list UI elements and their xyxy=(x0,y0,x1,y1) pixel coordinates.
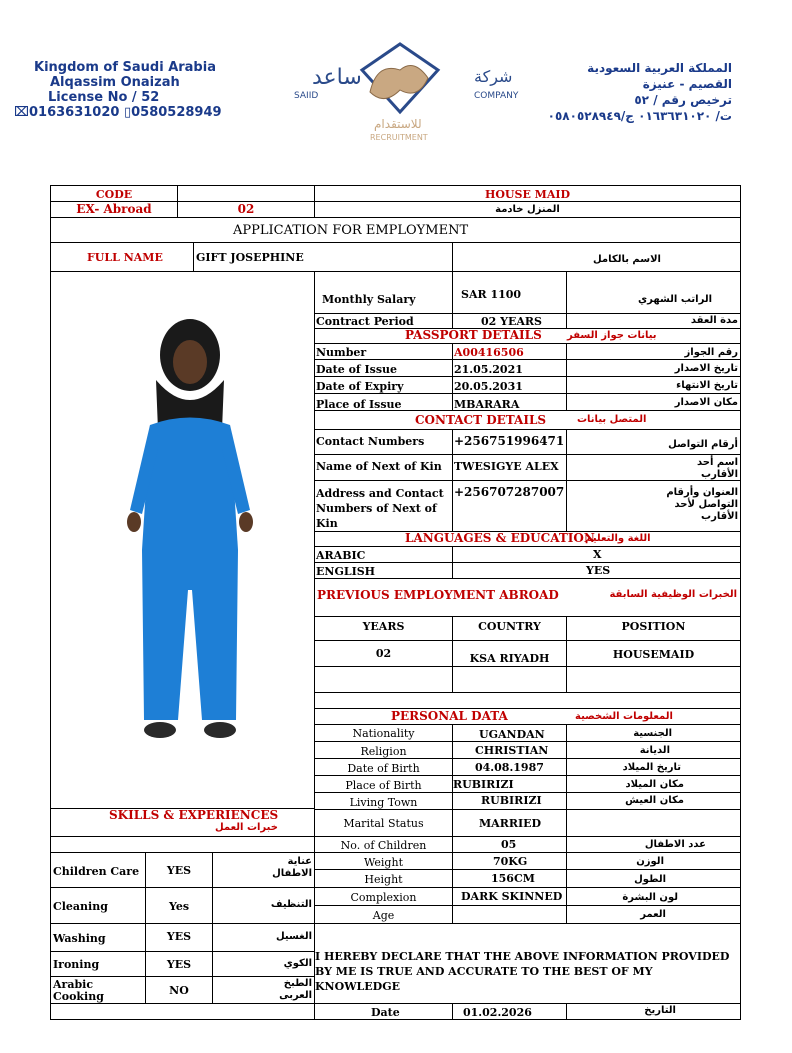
personal-ar-cell xyxy=(566,852,741,870)
candidate-photo xyxy=(120,300,260,750)
personal-label-cell xyxy=(314,887,453,906)
personal-value-cell xyxy=(452,852,567,870)
skill-value-cell xyxy=(145,976,213,1004)
personal-ar-cell xyxy=(566,905,741,924)
skill-label: Ironing xyxy=(53,958,100,971)
personal-label: Height xyxy=(364,873,403,886)
personal-title-cell xyxy=(314,708,741,725)
full-name-label-cell xyxy=(50,242,194,272)
skill-ar-cell xyxy=(212,887,315,924)
skill-ar: الطبخ العربى xyxy=(279,978,312,1001)
personal-label: Complexion xyxy=(350,891,417,904)
personal-label: Date of Birth xyxy=(347,762,420,775)
languages-title-ar: اللغة والتعليم xyxy=(585,533,651,544)
personal-value-cell xyxy=(452,887,567,906)
job-title-cell xyxy=(314,185,741,202)
salary-ar: الراتب الشهري xyxy=(638,294,712,305)
company-logo xyxy=(282,40,522,144)
job-title-ar: المنزل خادمة xyxy=(495,204,560,215)
personal-label: Living Town xyxy=(349,796,418,809)
employment-title: PREVIOUS EMPLOYMENT ABROAD xyxy=(317,588,559,602)
job-title-ar-cell xyxy=(314,201,741,218)
personal-ar: الطول xyxy=(634,874,666,885)
contact-ar-cell xyxy=(566,429,741,455)
personal-value: 70KG xyxy=(493,855,528,868)
code-num-cell xyxy=(177,201,315,218)
date-ar-cell xyxy=(566,1003,741,1020)
skill-ar: الغسيل xyxy=(275,931,312,942)
code-num: 02 xyxy=(237,202,255,216)
personal-label: Age xyxy=(372,909,395,922)
contract-label-cell xyxy=(314,313,453,329)
code-label-cell xyxy=(50,185,178,202)
personal-label-cell xyxy=(314,809,453,837)
personal-value-cell xyxy=(452,775,567,793)
contact-ar: أرقام التواصل xyxy=(668,439,738,450)
personal-label: Place of Birth xyxy=(345,779,422,792)
personal-value: 156CM xyxy=(491,872,535,885)
personal-label: Marital Status xyxy=(343,817,424,830)
passport-label-cell xyxy=(314,359,453,377)
employment-cell xyxy=(314,640,453,667)
passport-ar-cell xyxy=(566,376,741,394)
skill-ar-cell xyxy=(212,852,315,888)
contact-title-cell xyxy=(314,410,741,430)
skill-ar: عناية الاطفال xyxy=(272,856,312,879)
logo-text: SAIID xyxy=(294,91,319,101)
personal-label: Religion xyxy=(360,745,407,758)
contact-number: +256751996471 xyxy=(454,434,565,448)
personal-value-cell xyxy=(452,741,567,759)
passport-value: 20.05.2031 xyxy=(454,380,523,393)
skill-ar-cell xyxy=(212,951,315,977)
personal-title: PERSONAL DATA xyxy=(391,709,508,723)
skills-footer xyxy=(50,1003,315,1020)
full-name-cell xyxy=(193,242,453,272)
passport-ar: تاريخ الانتهاء xyxy=(676,380,738,391)
employment-cell xyxy=(452,666,567,693)
personal-label-cell xyxy=(314,869,453,888)
salary-value: SAR 1100 xyxy=(461,288,522,301)
logo-text: ساعد xyxy=(312,65,362,90)
employment-header: COUNTRY xyxy=(478,620,541,633)
skill-label-cell xyxy=(50,887,146,924)
header-line: Kingdom of Saudi Arabia xyxy=(34,60,216,75)
contact-ar-cell xyxy=(566,454,741,481)
employment-cell xyxy=(452,640,567,667)
logo-text: COMPANY xyxy=(474,91,519,101)
skill-label-cell xyxy=(50,951,146,977)
contact-label: Contact Numbers xyxy=(316,435,425,448)
declaration-text: I HEREBY DECLARE THAT THE ABOVE INFORMATION PROVIDED BY ME IS TRUE AND ACCURATE TO THE BEST OF MY KNOWLEDGE xyxy=(315,950,730,993)
personal-ar-cell xyxy=(566,775,741,793)
passport-value-cell xyxy=(452,359,567,377)
skill-value-cell xyxy=(145,887,213,924)
full-name-ar: الاسم بالكامل xyxy=(593,254,661,265)
contract-ar: مدة العقد xyxy=(690,315,738,326)
passport-ar-cell xyxy=(566,359,741,377)
personal-ar: مكان العيش xyxy=(625,795,684,806)
contact-value-cell xyxy=(452,454,567,481)
header-line: ترخيص رقم / ٥٢ xyxy=(634,93,732,107)
languages-title: LANGUAGES & EDUCATION xyxy=(405,531,595,545)
header-line: ت/ ٠١٦٣٦٣١٠٢٠ ج/٠٥٨٠٥٢٨٩٤٩ xyxy=(547,109,732,123)
salary-value-cell xyxy=(452,271,567,314)
personal-value-cell xyxy=(452,869,567,888)
skill-ar-cell xyxy=(212,923,315,952)
personal-label-cell xyxy=(314,792,453,810)
full-name-value: GIFT JOSEPHINE xyxy=(196,251,304,264)
salary-label-cell xyxy=(314,271,453,314)
passport-label: Place of Issue xyxy=(316,398,402,411)
personal-value: 05 xyxy=(501,838,517,851)
employment-header-cell xyxy=(314,616,453,641)
personal-label-cell xyxy=(314,905,453,924)
personal-ar-cell xyxy=(566,869,741,888)
passport-label-cell xyxy=(314,343,453,360)
employment-cell xyxy=(566,666,741,693)
personal-value-cell xyxy=(452,905,567,924)
language-value-cell xyxy=(452,562,741,579)
full-name-label: FULL NAME xyxy=(87,251,163,264)
personal-value: CHRISTIAN xyxy=(475,744,549,757)
personal-label: No. of Children xyxy=(340,839,427,852)
skill-label-cell xyxy=(50,923,146,952)
language-value: X xyxy=(593,548,602,561)
passport-label: Date of Issue xyxy=(316,363,398,376)
personal-value: RUBIRIZI xyxy=(481,794,542,807)
personal-value: RUBIRIZI xyxy=(453,778,514,791)
contact-title-ar: المتصل بيانات xyxy=(577,414,647,425)
skill-value-cell xyxy=(145,951,213,977)
personal-ar: عدد الاطفال xyxy=(644,839,706,850)
date-value: 01.02.2026 xyxy=(463,1006,532,1019)
employment-title-ar: الخبرات الوظيفية السابقة xyxy=(609,589,737,600)
contract-ar-cell xyxy=(566,313,741,329)
code-value-cell xyxy=(50,201,178,218)
date-value-cell xyxy=(452,1003,567,1020)
skill-value: YES xyxy=(166,930,192,943)
passport-label-cell xyxy=(314,376,453,394)
employment-years: 02 xyxy=(375,647,392,660)
company-address-ar xyxy=(548,60,732,124)
header-line: المملكة العربية السعودية xyxy=(587,61,732,75)
contact-ar: اسم أحد الأقارب xyxy=(697,457,738,480)
personal-label-cell xyxy=(314,775,453,793)
language-label: ENGLISH xyxy=(316,565,376,578)
passport-label: Date of Expiry xyxy=(316,380,404,393)
passport-label-cell xyxy=(314,393,453,411)
personal-value-cell xyxy=(452,836,567,853)
salary-ar-cell xyxy=(566,271,741,314)
personal-label-cell xyxy=(314,836,453,853)
form-title: APPLICATION FOR EMPLOYMENT xyxy=(233,223,469,238)
employment-header-cell xyxy=(566,616,741,641)
full-name-ar-cell xyxy=(452,242,741,272)
passport-value-cell xyxy=(452,343,567,360)
passport-ar: رقم الجواز xyxy=(684,347,738,358)
personal-value-cell xyxy=(452,809,567,837)
date-label-cell xyxy=(314,1003,453,1020)
contract-value-cell xyxy=(452,313,567,329)
language-value: YES xyxy=(586,564,611,577)
date-label: Date xyxy=(371,1006,400,1019)
skill-label: Children Care xyxy=(53,865,140,878)
code-value: EX- Abroad xyxy=(76,202,152,216)
personal-ar: الديانة xyxy=(639,745,670,756)
company-address-en xyxy=(14,60,222,120)
passport-value: 21.05.2021 xyxy=(454,363,523,376)
employment-cell xyxy=(314,666,453,693)
skill-label: Washing xyxy=(53,932,106,945)
employment-cell xyxy=(566,640,741,667)
header-line: ⌧0163631020 ▯0580528949 xyxy=(14,105,222,120)
logo-text: للاستقدام xyxy=(374,117,422,131)
code-label: CODE xyxy=(95,188,133,201)
contact-ar: العنوان وأرقام التواصل لأحد الأقارب xyxy=(666,487,738,522)
passport-value-cell xyxy=(452,376,567,394)
personal-value-cell xyxy=(452,792,567,810)
personal-value-cell xyxy=(452,758,567,776)
passport-number: A00416506 xyxy=(454,346,524,359)
personal-ar: الجنسية xyxy=(633,728,672,739)
personal-ar-cell xyxy=(566,792,741,810)
personal-ar-cell xyxy=(566,741,741,759)
employment-header: YEARS xyxy=(362,620,405,633)
contact-label: Address and Contact Numbers of Next of Kin xyxy=(316,487,444,530)
blank-cell xyxy=(177,185,315,202)
form-title-cell xyxy=(50,217,741,243)
job-title: HOUSE MAID xyxy=(484,188,571,201)
personal-title-ar: المعلومات الشخصية xyxy=(575,711,673,722)
date-ar: التاريخ xyxy=(644,1005,676,1016)
personal-label-cell xyxy=(314,758,453,776)
passport-ar: مكان الاصدار xyxy=(674,397,738,408)
skill-ar: التنظيف xyxy=(270,899,312,910)
contact-title: CONTACT DETAILS xyxy=(415,413,547,427)
skill-label-cell xyxy=(50,976,146,1004)
passport-title-ar: بيانات جواز السفر xyxy=(567,330,657,341)
personal-ar-cell xyxy=(566,724,741,742)
passport-value-cell xyxy=(452,393,567,411)
employment-header: POSITION xyxy=(621,620,686,633)
skill-value: Yes xyxy=(168,900,190,913)
language-label-cell xyxy=(314,546,453,563)
personal-value: UGANDAN xyxy=(479,728,545,741)
skill-value-cell xyxy=(145,852,213,888)
personal-ar-cell xyxy=(566,887,741,906)
personal-ar: الوزن xyxy=(636,856,664,867)
contract-label: Contract Period xyxy=(316,315,414,328)
kin-name: TWESIGYE ALEX xyxy=(454,460,559,473)
passport-ar-cell xyxy=(566,393,741,411)
personal-label-cell xyxy=(314,741,453,759)
skills-spacer xyxy=(50,836,315,853)
personal-ar-cell xyxy=(566,758,741,776)
language-label-cell xyxy=(314,562,453,579)
kin-contact: +256707287007 xyxy=(454,485,565,499)
language-label: ARABIC xyxy=(316,549,366,562)
skill-value-cell xyxy=(145,923,213,952)
personal-label: Nationality xyxy=(352,727,415,740)
personal-ar-cell xyxy=(566,809,741,837)
employment-header-cell xyxy=(452,616,567,641)
personal-value: DARK SKINNED xyxy=(461,890,563,903)
passport-title-cell xyxy=(314,328,741,344)
skill-value: YES xyxy=(166,958,192,971)
personal-value: MARRIED xyxy=(479,817,542,830)
contact-label-cell xyxy=(314,454,453,481)
personal-ar-cell xyxy=(566,836,741,853)
passport-ar: تاريخ الاصدار xyxy=(674,363,738,374)
skills-title: SKILLS & EXPERIENCES xyxy=(109,808,279,822)
contact-label-cell xyxy=(314,480,453,532)
personal-ar: العمر xyxy=(640,909,666,920)
employment-country: KSA RIYADH xyxy=(469,652,550,665)
employment-position: HOUSEMAID xyxy=(612,648,695,661)
header-line: License No / 52 xyxy=(48,90,160,105)
contract-value: 02 YEARS xyxy=(481,315,542,328)
employment-title-cell xyxy=(314,578,741,617)
skills-title-ar: خبرات العمل xyxy=(215,822,278,833)
skill-value: NO xyxy=(169,984,189,997)
personal-ar: لون البشرة xyxy=(622,892,678,903)
header-line: Alqassim Onaizah xyxy=(50,75,180,90)
logo-text: RECRUITMENT xyxy=(370,133,428,142)
skill-value: YES xyxy=(166,864,192,877)
skill-label: Cleaning xyxy=(53,900,108,913)
languages-title-cell xyxy=(314,531,741,547)
language-value-cell xyxy=(452,546,741,563)
passport-title: PASSPORT DETAILS xyxy=(405,328,542,342)
declaration-cell xyxy=(314,923,741,1004)
personal-ar: تاريخ الميلاد xyxy=(622,762,681,773)
contact-value-cell xyxy=(452,429,567,455)
personal-label: Weight xyxy=(364,856,403,869)
header-line: القصيم - عنيزة xyxy=(642,77,732,91)
passport-label: Number xyxy=(316,346,367,359)
personal-value-cell xyxy=(452,724,567,742)
passport-value: MBARARA xyxy=(454,398,520,411)
spacer-row xyxy=(314,692,741,709)
salary-label: Monthly Salary xyxy=(322,293,416,306)
personal-value: 04.08.1987 xyxy=(475,761,544,774)
contact-label: Name of Next of Kin xyxy=(316,460,442,473)
skill-label-cell xyxy=(50,852,146,888)
logo-text: شركة xyxy=(474,67,513,86)
contact-ar-cell xyxy=(566,480,741,532)
skill-label: Arabic Cooking xyxy=(53,978,104,1003)
skill-ar: الكوي xyxy=(283,958,312,969)
skill-ar-cell xyxy=(212,976,315,1004)
skills-title-cell xyxy=(50,808,315,837)
personal-ar: مكان الميلاد xyxy=(625,779,684,790)
contact-label-cell xyxy=(314,429,453,455)
personal-label-cell xyxy=(314,724,453,742)
personal-label-cell xyxy=(314,852,453,870)
passport-ar-cell xyxy=(566,343,741,360)
contact-value-cell xyxy=(452,480,567,532)
